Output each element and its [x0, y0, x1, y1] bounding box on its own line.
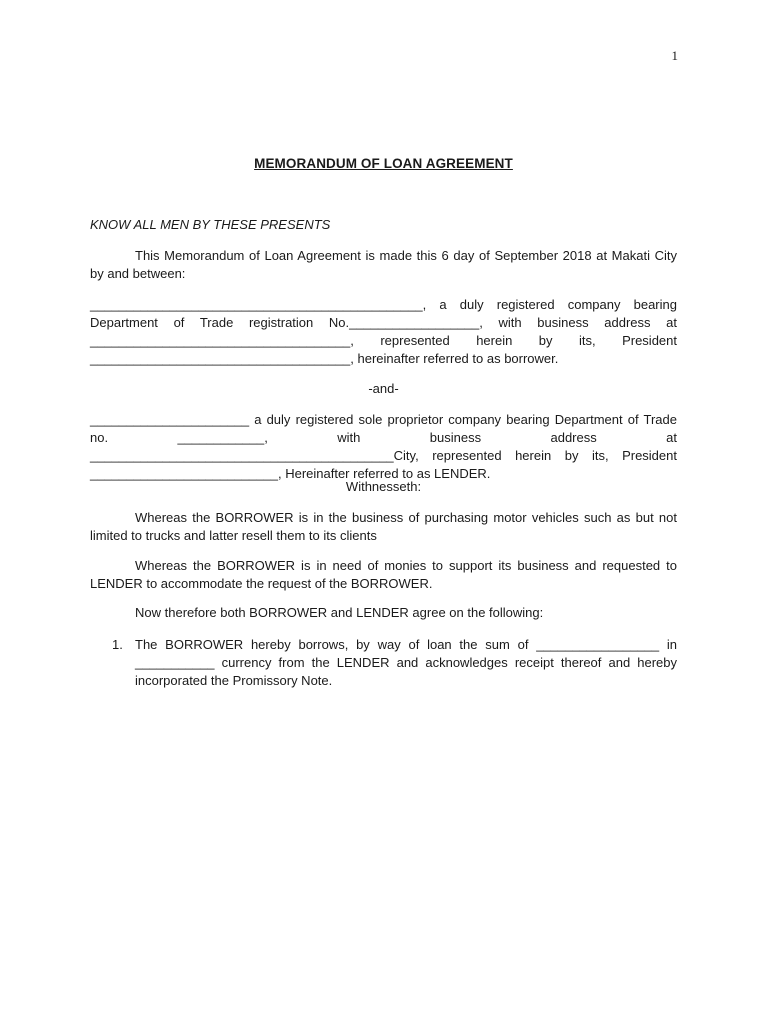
- lender-clause: ______________________ a duly registered sole proprietor company bearing Department of Trade no. ____________, with business address at __________________________________________City, represented herein by its, President __________________________, Hereinafter referred to as LENDER.: [90, 412, 677, 481]
- now-therefore-clause: Now therefore both BORROWER and LENDER agree on the following:: [135, 605, 544, 620]
- list-item-number: 1.: [112, 637, 123, 652]
- list-item: [90, 636, 677, 690]
- borrower-clause: ______________________________________________, a duly registered company bearing Department of Trade registration No.__________________, with business address at ____________________________________, represented herein by its, President ____________________________________, hereinafter referred to as borrower.: [90, 297, 677, 366]
- list-item-text: The BORROWER hereby borrows, by way of loan the sum of _________________ in ___________ currency from the LENDER and acknowledges receipt thereof and hereby incorporated the Promissory Note.: [135, 637, 677, 688]
- and-separator: -and-: [368, 381, 399, 396]
- whereas-clause-2: Whereas the BORROWER is in need of monies to support its business and requested to LENDER to accommodate the request of the BORROWER.: [90, 558, 677, 591]
- document-title: MEMORANDUM OF LOAN AGREEMENT: [254, 156, 513, 171]
- witnesseth-heading: Withnesseth:: [345, 479, 422, 494]
- page-number: 1: [671, 48, 678, 63]
- preamble: KNOW ALL MEN BY THESE PRESENTS: [90, 217, 331, 232]
- whereas-clause-1: Whereas the BORROWER is in the business of purchasing motor vehicles such as but not limited to trucks and latter resell them to its clients: [90, 510, 677, 543]
- intro-paragraph: This Memorandum of Loan Agreement is made this 6 day of September 2018 at Makati City by and between:: [90, 248, 677, 281]
